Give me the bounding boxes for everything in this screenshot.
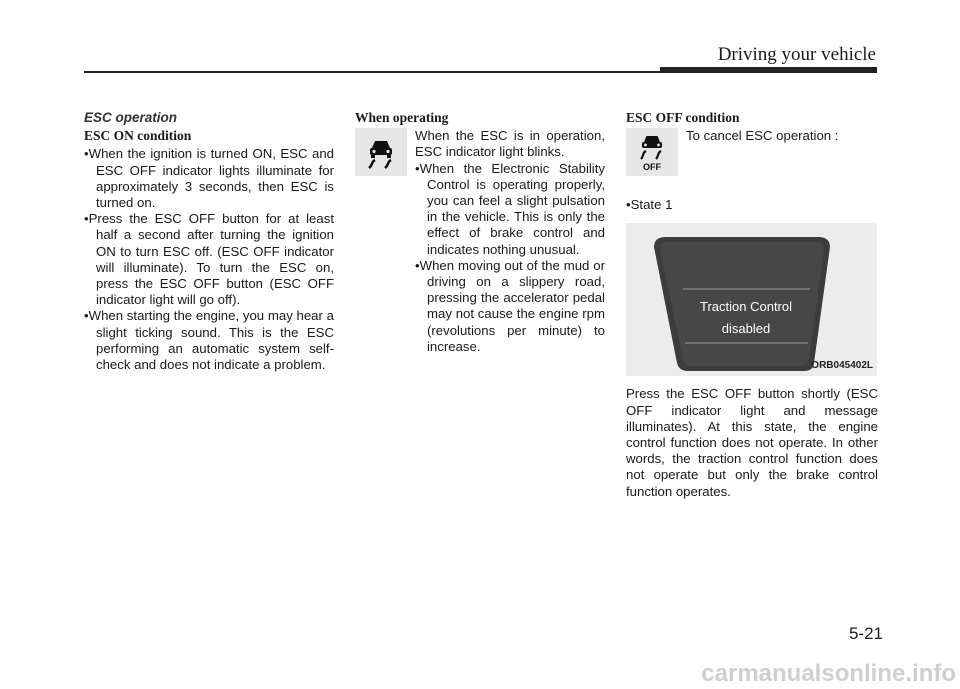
page-number: 5-21 [848, 624, 883, 643]
traction-control-text: Traction Control [700, 299, 792, 315]
column-esc-off [626, 110, 878, 500]
header-rule [84, 71, 660, 73]
disabled-text: disabled [721, 321, 771, 337]
list-item: • Press the ESC OFF button for at least half a second after turning the ignition ON to turn ESC off. (ESC OFF indicator will illuminate). To turn the ESC on, press the ESC OFF button (ESC OFF indicator light will go off). [84, 211, 334, 308]
when-operating-heading: When operating [355, 110, 449, 125]
header-rule-thick [660, 67, 877, 73]
state-label: • State 1 [626, 197, 878, 213]
off-label: OFF [643, 162, 661, 173]
list-item: • When starting the engine, you may hear a slight ticking sound. This is the ESC performing an automatic system self-check and does not indicate a problem. [84, 308, 334, 373]
esc-off-indicator-icon [626, 128, 678, 176]
esc-off-heading: ESC OFF condition [626, 110, 740, 125]
figure-code: ORB045402L [811, 360, 873, 372]
traction-control-figure [626, 223, 877, 376]
column-when-operating [355, 110, 605, 355]
esc-off-description: Press the ESC OFF button shortly (ESC OFF indicator light and message illuminates). At this state, the engine control function does not operate. In other words, the traction control function does not operate but only the brake control function operates. [626, 386, 878, 499]
list-item: • When the ignition is turned ON, ESC and ESC OFF indicator lights illuminate for approximately 3 seconds, then ESC is turned on. [84, 146, 334, 211]
list-item: • When the Electronic Stability Control is operating properly, you can feel a slight pulsation in the vehicle. This is only the effect of brake control and indicates nothing unusual. [415, 161, 605, 258]
esc-on-heading: ESC ON condition [84, 128, 192, 144]
esc-off-intro: To cancel ESC operation : [686, 128, 839, 144]
when-operating-intro: When the ESC is in operation, ESC indicator light blinks. [415, 128, 605, 160]
list-item: • When moving out of the mud or driving on a slippery road, pressing the accelerator pedal may not cause the engine rpm (revolutions per minute) to increase. [415, 258, 605, 355]
esc-indicator-icon [355, 128, 407, 176]
column-esc-on [84, 110, 334, 373]
page-header-title: Driving your vehicle [717, 44, 876, 65]
watermark: carmanualsonline.info [701, 660, 956, 687]
section-title: ESC operation [84, 110, 178, 125]
